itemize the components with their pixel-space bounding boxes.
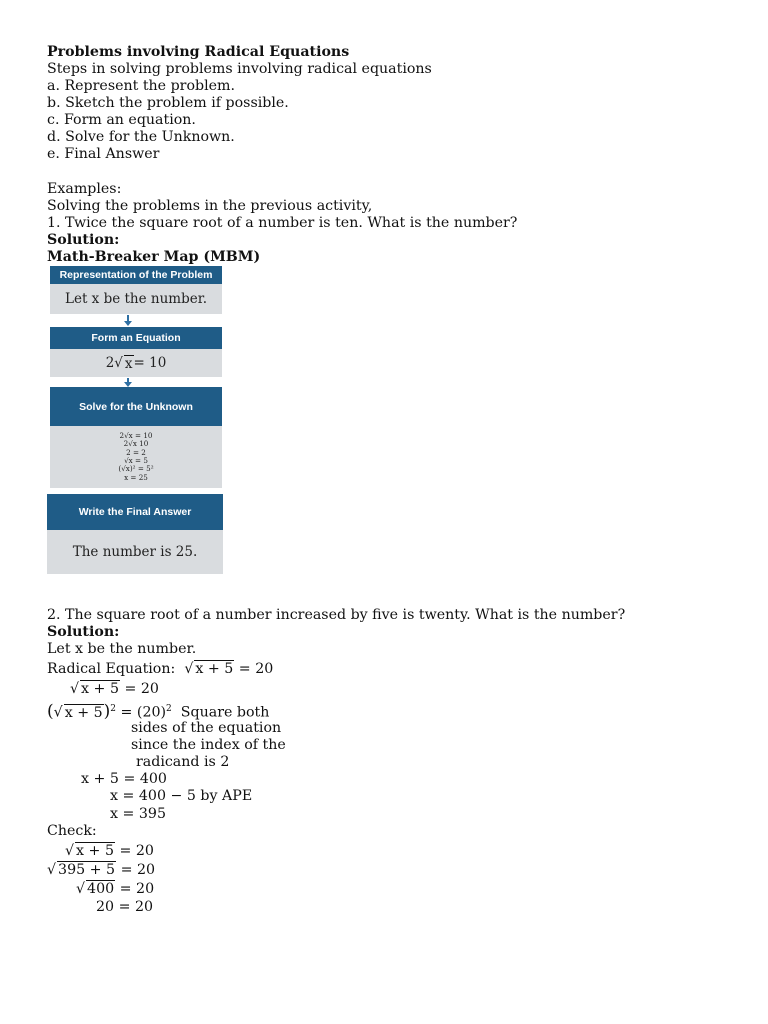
radical-sign: √ — [70, 681, 80, 697]
work-line-3: x + 5 = 400 — [81, 771, 167, 787]
step-d: d. Solve for the Unknown. — [47, 129, 235, 145]
step-c: c. Form an equation. — [47, 112, 196, 128]
radical-sign: √ — [76, 881, 86, 897]
radicand: 400 — [87, 881, 115, 897]
radicand: 395 + 5 — [58, 862, 116, 878]
radicand: x + 5 — [195, 661, 234, 677]
intro-text: Steps in solving problems involving radical equations — [47, 61, 432, 77]
note-line-4: radicand is 2 — [136, 754, 230, 770]
solve-step: √x = 5 — [124, 456, 148, 465]
mbm-cell-representation: Let x be the number. — [50, 284, 222, 314]
check-line-2 — [47, 861, 155, 879]
radicand: x + 5 — [76, 843, 114, 859]
problem-2: 2. The square root of a number increased by five is twenty. What is the number? — [47, 607, 626, 623]
equation-rest: = 10 — [133, 355, 167, 371]
step-e: e. Final Answer — [47, 146, 160, 162]
check-label: Check: — [47, 823, 97, 839]
radicand: x + 5 — [81, 681, 119, 697]
radical-sign: √ — [184, 661, 194, 677]
solve-step: 2 = 2 — [126, 447, 146, 457]
mbm-header-representation: Representation of the Problem — [50, 266, 222, 284]
work-line-1 — [70, 680, 159, 698]
mbm-cell-final: The number is 25. — [47, 530, 223, 574]
equation-radicand: x — [124, 355, 133, 372]
page-title: Problems involving Radical Equations — [47, 44, 350, 60]
radical-equation-label: Radical Equation: — [47, 661, 176, 677]
equation-rest: = 20 — [115, 881, 155, 897]
mbm-cell-equation — [50, 349, 222, 377]
check-line-1 — [65, 842, 154, 860]
radical-sign: √ — [114, 355, 123, 371]
mbm-header-solve: Solve for the Unknown — [50, 387, 222, 426]
solve-step: (√x)² = 5² — [118, 464, 154, 474]
note-line-2: sides of the equation — [131, 720, 282, 736]
mbm-cell-solve — [50, 426, 222, 488]
down-arrow-icon — [127, 315, 129, 322]
work-line-5: x = 395 — [110, 806, 166, 822]
equation-rest: = 20 — [116, 862, 156, 878]
equation-rest: = 20 — [119, 681, 159, 697]
step-b: b. Sketch the problem if possible. — [47, 95, 289, 111]
problem-1: 1. Twice the square root of a number is ten. What is the number? — [47, 215, 518, 231]
solve-step: x = 25 — [124, 472, 148, 482]
note-line-3: since the index of the — [131, 737, 286, 753]
check-line-4: 20 = 20 — [96, 899, 154, 915]
radical-sign: √ — [53, 704, 63, 721]
radical-sign: √ — [65, 843, 75, 859]
work-line-2: (√ $x + 5)^2 = (20)^2$ Square both — [47, 701, 270, 722]
solution-label-1: Solution: — [47, 232, 120, 248]
radical-equation — [47, 660, 273, 678]
mbm-label: Math-Breaker Map (MBM) — [47, 249, 261, 265]
equation-rest: = 20 — [114, 843, 154, 859]
step-a: a. Represent the problem. — [47, 78, 235, 94]
equation-rest: = (20) — [116, 704, 167, 721]
mbm-header-final: Write the Final Answer — [47, 494, 223, 530]
let-statement: Let x be the number. — [47, 641, 197, 657]
radicand: x + 5 — [64, 704, 103, 721]
equation-rest: = 20 — [234, 661, 274, 677]
solve-step: 2√x = 10 — [119, 430, 153, 440]
note-line-1: Square both — [180, 704, 270, 721]
examples-label: Examples: — [47, 181, 122, 197]
mbm-header-equation: Form an Equation — [50, 327, 222, 349]
down-arrow-icon — [127, 378, 129, 383]
check-line-3 — [76, 880, 154, 898]
exponent: 2 — [166, 704, 172, 714]
examples-intro: Solving the problems in the previous activity, — [47, 198, 373, 214]
work-line-4: x = 400 − 5 by APE — [110, 788, 253, 804]
equation-coefficient: 2 — [105, 355, 115, 371]
radical-sign: √ — [47, 862, 57, 878]
solution-label-2: Solution: — [47, 624, 120, 640]
solve-step: 2√x 10 — [123, 439, 149, 449]
